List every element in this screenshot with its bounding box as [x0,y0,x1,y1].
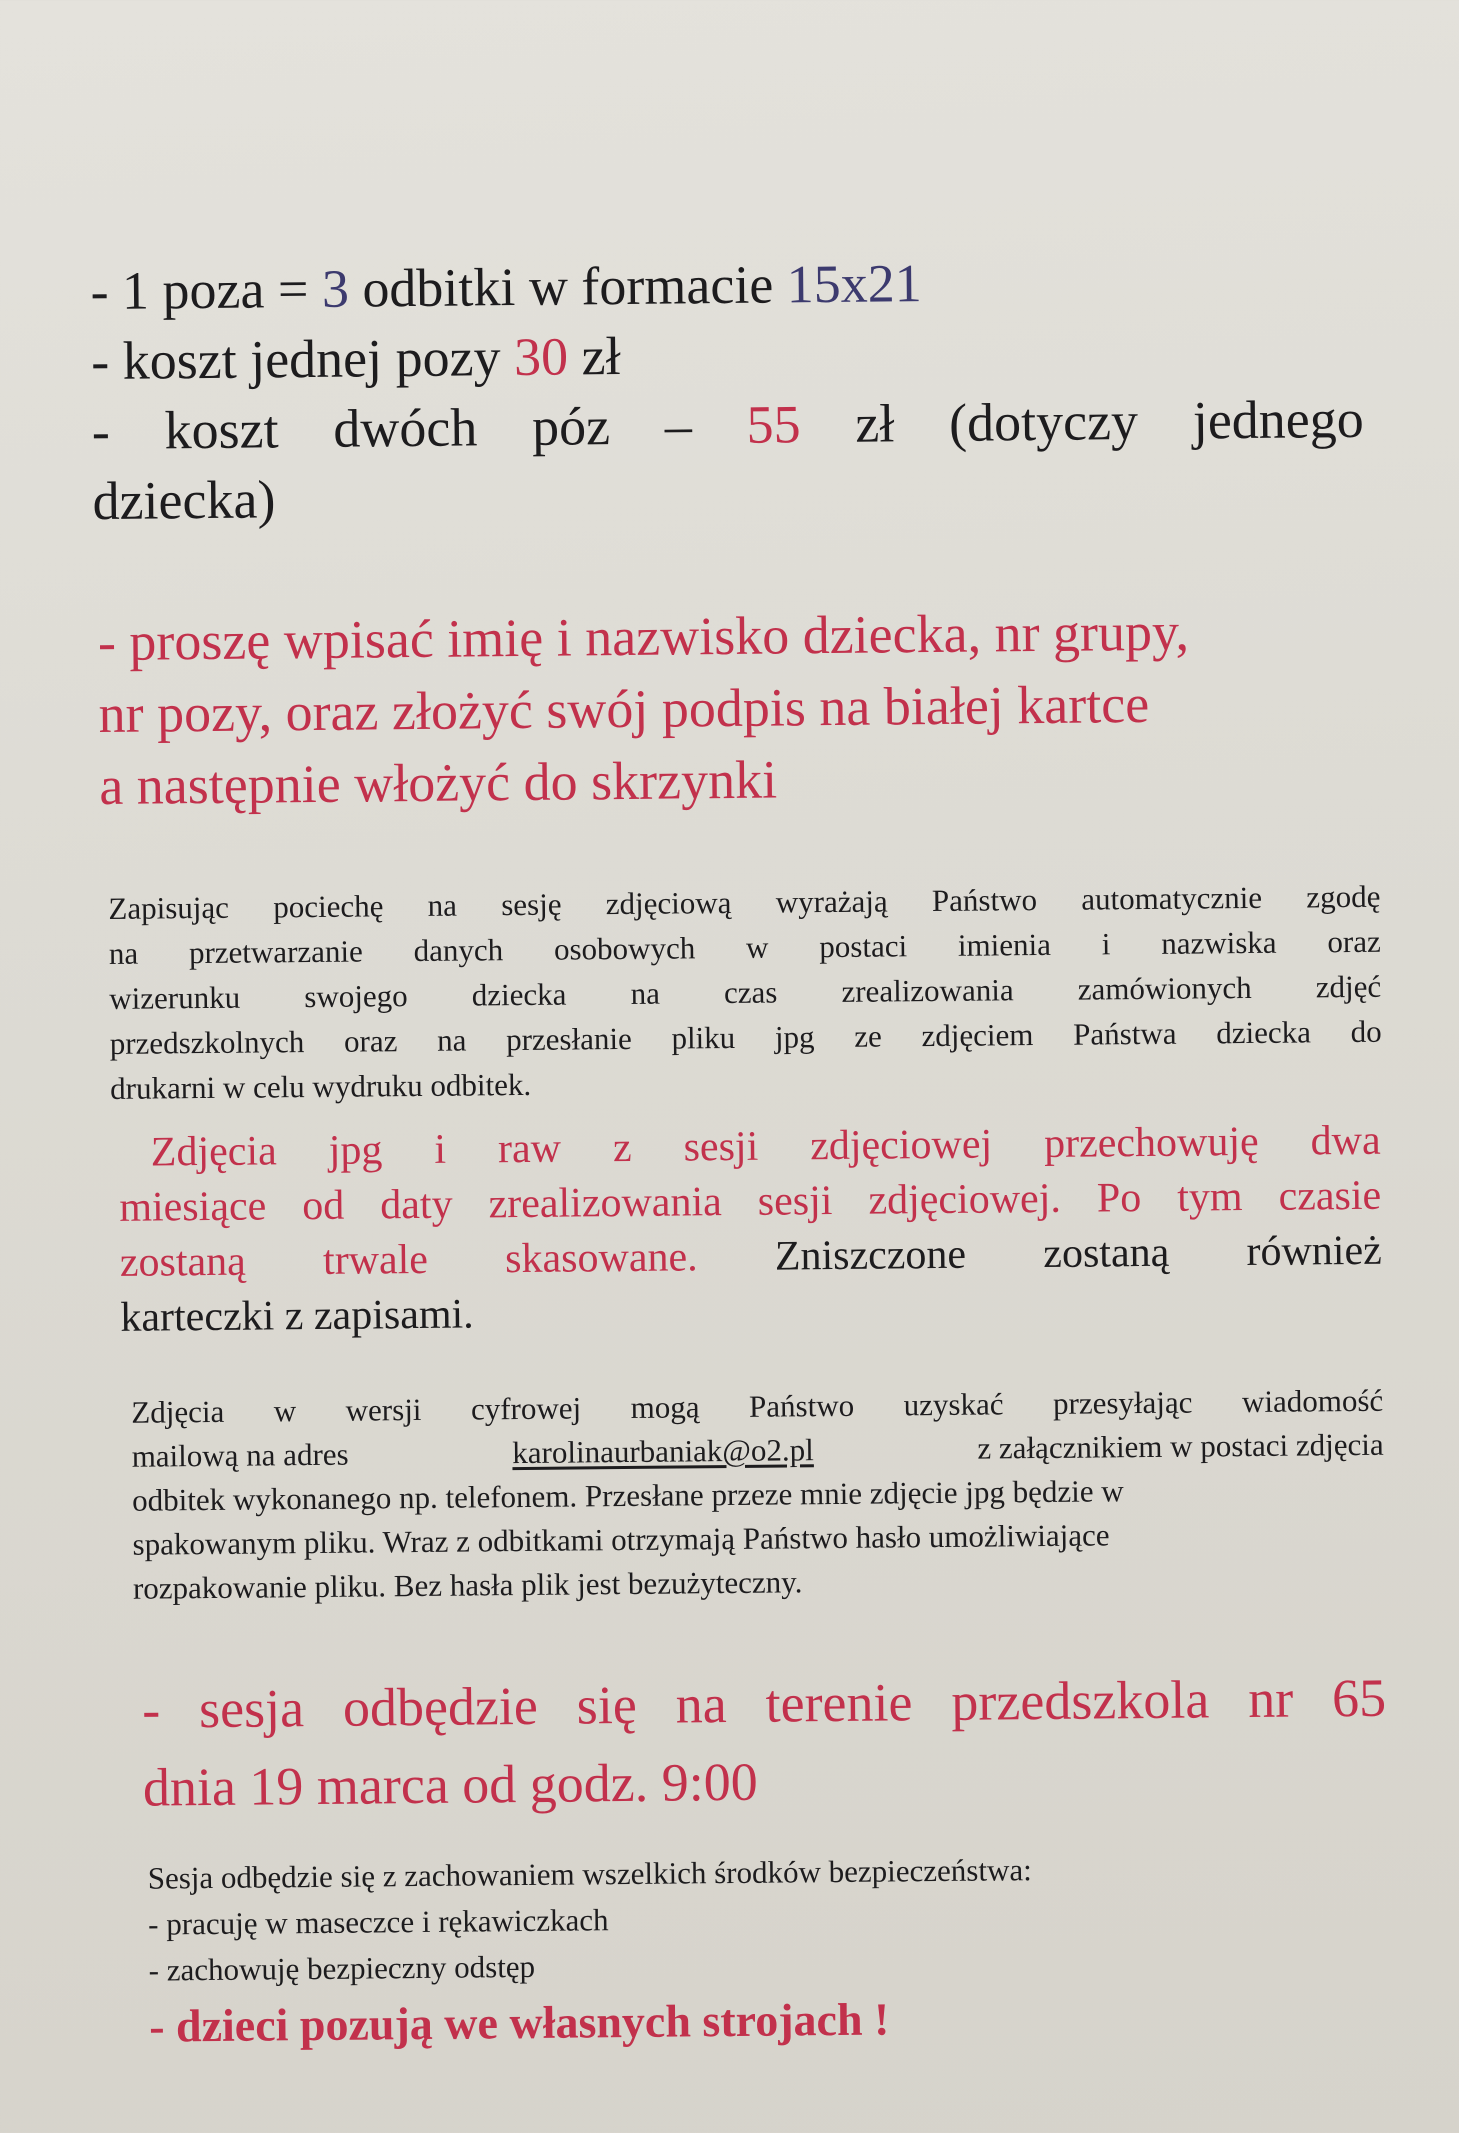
word: 65 [1331,1667,1387,1729]
word: wyrażają [775,883,888,920]
word: dziecka [471,976,567,1013]
pricing-word: zł [855,393,895,454]
word: skasowane. [504,1234,698,1283]
pricing-section [90,244,1373,536]
word: zostaną [1043,1229,1170,1277]
word: Zdjęcia [131,1393,225,1430]
pricing-word: dwóch [333,397,478,459]
session-section [142,1659,1387,1827]
costume-note: - dzieci pozują we własnych strojach ! [148,1993,890,2052]
safety-section [148,1844,1390,2058]
pricing-word: - [91,400,111,462]
safety-item: - pracuję w maseczce i rękawiczkach [148,1902,609,1942]
pricing-word: jednego [1192,388,1365,451]
word: terenie [765,1672,913,1734]
word: nr [1247,1668,1294,1730]
word: tym [1177,1174,1243,1221]
word: trwale [322,1236,429,1284]
word: osobowych [553,930,696,967]
word: zdjęciowej [810,1121,993,1170]
word: przesłanie [505,1020,632,1058]
word: zdjęciowej. [868,1175,1062,1224]
word: i [1101,926,1111,962]
pricing-line-end: dziecka) [92,469,276,532]
print-count: 3 [321,258,350,319]
word: przedszkola [951,1669,1210,1732]
instruction-line: a następnie włożyć do skrzynki [98,749,778,817]
word: oraz [343,1023,398,1059]
word: sesja [198,1678,305,1740]
word: uzyskać [903,1386,1004,1423]
word: dwa [1310,1117,1381,1165]
word: w [745,929,769,965]
word: wersji [345,1391,422,1428]
word: w [273,1393,297,1429]
safety-intro: Sesja odbędzie się z zachowaniem wszelkich środków bezpieczeństwa: [147,1852,1032,1896]
email-link[interactable]: karolinaurbaniak@o2.pl [512,1432,814,1471]
word: daty [380,1181,453,1229]
word: Państwo [748,1387,855,1424]
word: Zdjęcia [150,1128,277,1176]
consent-row: drukarni w celu wydruku odbitek. [110,1066,532,1106]
word: cyfrowej [470,1390,582,1427]
pricing-text: - 1 poza = [90,258,323,322]
word: również [1246,1227,1382,1276]
word: przedszkolnych [109,1024,305,1061]
word: - [141,1679,161,1740]
word: zrealizowania [488,1179,722,1228]
word: zamówionych [1077,969,1252,1007]
word: ze [854,1018,882,1054]
double-pose-price: 55 [746,394,801,455]
word: raw [497,1125,562,1173]
print-format: 15x21 [786,253,923,315]
storage-paragraph [119,1114,1383,1346]
word: na [108,935,139,971]
pricing-line-poses [90,244,1371,326]
word: Zapisując [108,889,230,926]
digital-row: rozpakowanie pliku. Bez hasła plik jest bezużyteczny. [132,1564,803,1606]
word: na [427,887,458,923]
word: wizerunku [109,979,241,1016]
word: przechowuję [1043,1118,1259,1167]
word: czasie [1278,1172,1382,1220]
word: automatycznie [1081,879,1263,917]
pricing-line-double [92,384,1365,466]
pricing-text: - koszt jednej pozy [90,327,515,392]
session-row [142,1659,1387,1749]
word: nazwiska [1161,924,1277,961]
pricing-word: póz [531,396,611,457]
word: oraz [1327,923,1381,960]
word: na [436,1022,467,1058]
word: zrealizowania [841,972,1014,1009]
digital-paragraph [131,1379,1385,1611]
word: swojego [304,978,408,1015]
digital-row: odbitek wykonanego np. telefonem. Przesłane przeze mnie zdjęcie jpg będzie w [131,1473,1124,1518]
pricing-word: koszt [164,399,279,461]
word: się [576,1674,638,1736]
word: do [1350,1013,1382,1050]
word: Państwa [1073,1015,1177,1052]
word: jpg [328,1127,383,1174]
digital-text: mailową na adres [131,1436,349,1474]
word: zgodę [1306,878,1381,915]
word: Zniszczone [774,1231,967,1280]
word: mogą [630,1389,700,1425]
word: od [302,1182,345,1230]
word: przesyłając [1052,1384,1193,1421]
word: sesji [683,1123,759,1171]
word: na [675,1674,727,1735]
word: odbędzie [342,1675,539,1738]
word: Państwo [931,882,1038,919]
word: wiadomość [1241,1382,1384,1420]
pricing-line-single [91,314,1372,396]
word: czas [723,974,778,1011]
pricing-text: zł [567,326,621,387]
instruction-line: - proszę wpisać imię i nazwisko dziecka, nr grupy, [97,601,1190,673]
word: pociechę [273,888,384,925]
word: zdjęciem [921,1017,1034,1054]
word: sesję [501,886,562,923]
word: zdjęciową [605,884,732,922]
word: zdjęć [1315,968,1382,1005]
word: sesji [757,1178,833,1225]
instruction-line: nr pozy, oraz złożyć swój podpis na białej kartce [98,673,1150,745]
digital-row: spakowanym pliku. Wraz z odbitkami otrzymają Państwo hasło umożliwiające [132,1517,1110,1562]
pricing-text: odbitki w formacie [348,254,788,319]
digital-text: z załącznikiem w postaci zdjęcia [977,1426,1384,1466]
word: zostaną [119,1238,247,1286]
word: i [434,1126,447,1173]
session-date: dnia 19 marca od godz. 9:00 [142,1751,758,1818]
word: danych [413,932,504,969]
instructions-section [98,594,1380,822]
word: dziecka [1216,1014,1312,1051]
word: imienia [957,926,1052,963]
word: jpg [774,1019,815,1055]
single-pose-price: 30 [513,326,569,388]
pricing-word: (dotyczy [948,391,1139,453]
word: przetwarzanie [188,933,363,971]
storage-row: karteczki z zapisami. [120,1291,474,1341]
safety-item: - zachowuję bezpieczny odstęp [148,1948,536,1988]
word: postaci [819,928,908,965]
word: Po [1096,1175,1142,1222]
word: pliku [671,1019,736,1056]
word: na [630,975,661,1011]
word: miesiące [119,1183,267,1231]
pricing-word: – [664,395,693,456]
consent-paragraph [108,874,1382,1111]
word: z [612,1124,632,1172]
